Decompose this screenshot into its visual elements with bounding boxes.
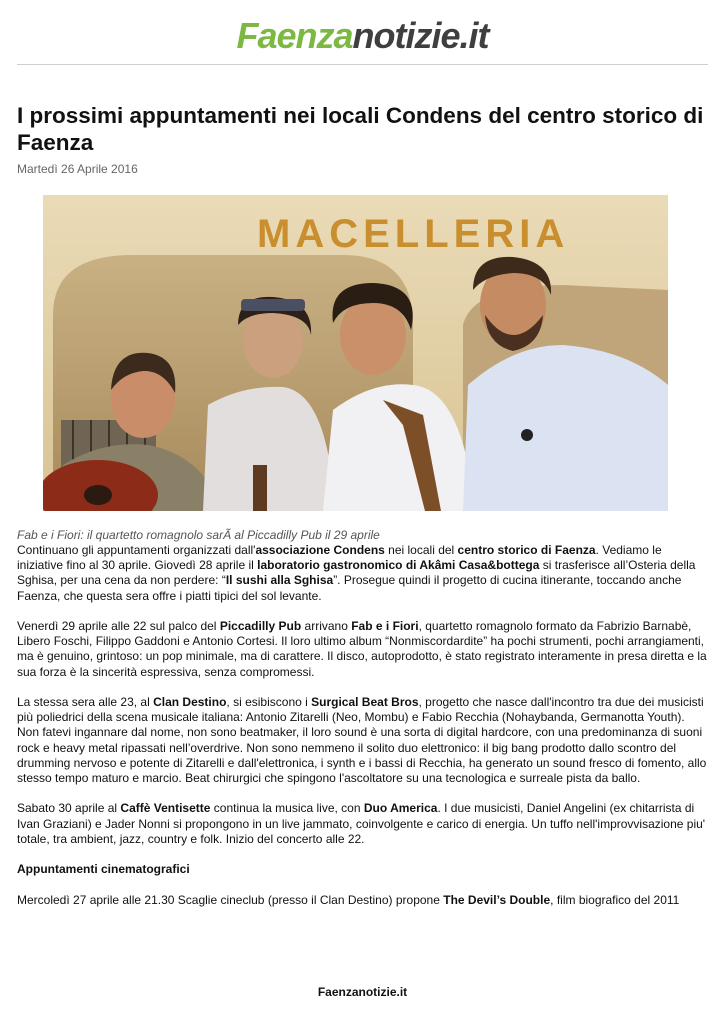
paragraph-1: Continuano gli appuntamenti organizzati dall'associazione Condens nei locali del centro storico di Faenza. Vediamo le iniziative fino al 30 aprile. Giovedì 28 aprile il laboratorio gastronomico di Akâmi Casa&bottega si trasferisce all’Osteria della Sghisa, per una cena da non perdere: “Il sushi alla Sghisa”. Prosegue quindi il progetto di cucina itinerante, toccando anche Faenza, che questa sera offre i piatti tipici del sol levante.	[17, 543, 696, 603]
subheading: Appuntamenti cinematografici	[17, 862, 190, 877]
article-body	[17, 543, 709, 923]
article-date: Martedì 26 Aprile 2016	[17, 162, 138, 176]
bold-centro-storico: centro storico di Faenza	[457, 543, 596, 557]
paragraph-5: Mercoledì 27 aprile alle 21.30 Scaglie cineclub (presso il Clan Destino) propone The Devil’s Double, film biografico del 2011	[17, 892, 680, 907]
bold-sushi: Il sushi alla Sghisa	[225, 573, 334, 588]
bold-clan-destino: Clan Destino	[153, 695, 227, 709]
article-photo	[43, 195, 668, 511]
logo-part-faenza: Faenza	[236, 15, 353, 56]
paragraph-4: Sabato 30 aprile al Caffè Ventisette continua la musica live, con Duo America. I due musicisti, Daniel Angelini (ex chitarrista di Ivan Graziani) e Jader Nonni si propongono in un live jammato, coinvolgente e carico di energia. Un tuffo nell'improvvisazione piu' totale, tra ambient, jazz, country e folk. Inizio del concerto alle 22.	[17, 801, 706, 846]
bold-associazione-condens: associazione Condens	[255, 543, 385, 557]
paragraph-3: La stessa sera alle 23, al Clan Destino, si esibiscono i Surgical Beat Bros, progetto che nasce dall'incontro tra due dei musicisti più poliedrici della scena musicale italiana: Antonio Zitarelli (Neo, Mombu) e Fabio Recchia (Nohaybanda, Germanotta Youth). Non fatevi ingannare dal nome, non sono beatmaker, il loro sound è una sorta di digital hardcore, con una predominanza di suoni rock e heavy metal ripassati nell’overdrive. Non sono nemmeno il solito duo elettronico: il big bang prodotto dallo scontro del drumming nervoso e potente di Zitarelli e dall'elettronica, i synth e i bassi di Recchia, ha generato un sound fresco di fomento, allo stesso tempo maturo e marcio. Beat chirurgici che spingono l'ascoltatore su una tecnologica e surreale pista da ballo.	[17, 695, 707, 786]
paragraph-2: Venerdì 29 aprile alle 22 sul palco del Piccadilly Pub arrivano Fab e i Fiori, quartetto romagnolo formato da Fabrizio Barnabè, Libero Foschi, Filippo Gaddoni e Antonio Cortesi. Il loro ultimo album “Nonmiscordardite” ha pochi strumenti, pochi arrangiamenti, ma è genuino, grintoso: un pop minimale, ma di carattere. Il disco, autoprodotto, è stato registrato interamente in presa diretta e la sua forza è la sincerità espressiva, senza compromessi.	[17, 619, 707, 679]
bold-laboratorio: laboratorio gastronomico di Akâmi Casa&bottega	[257, 558, 540, 573]
logo-part-notizie: notizie.it	[352, 15, 489, 56]
bold-devils-double: The Devil’s Double	[443, 892, 551, 907]
photo-caption: Fab e i Fiori: il quartetto romagnolo sarÃ al Piccadilly Pub il 29 aprile	[17, 528, 380, 542]
shop-sign: MACELLERIA	[257, 212, 570, 256]
footer-site-name[interactable]: Faenzanotizie.it	[317, 985, 408, 999]
masthead	[0, 0, 725, 64]
header-divider	[17, 64, 708, 65]
bold-surgical-beat-bros: Surgical Beat Bros	[311, 695, 419, 709]
bold-piccadilly-pub: Piccadilly Pub	[219, 619, 302, 633]
site-logo[interactable]	[0, 14, 725, 58]
bold-duo-america: Duo America	[363, 801, 438, 816]
bold-caffe-ventisette: Caffè Ventisette	[120, 801, 211, 816]
bold-fab-e-i-fiori: Fab e i Fiori	[351, 619, 419, 633]
article-title: I prossimi appuntamenti nei locali Condens del centro storico di Faenza	[17, 103, 704, 155]
